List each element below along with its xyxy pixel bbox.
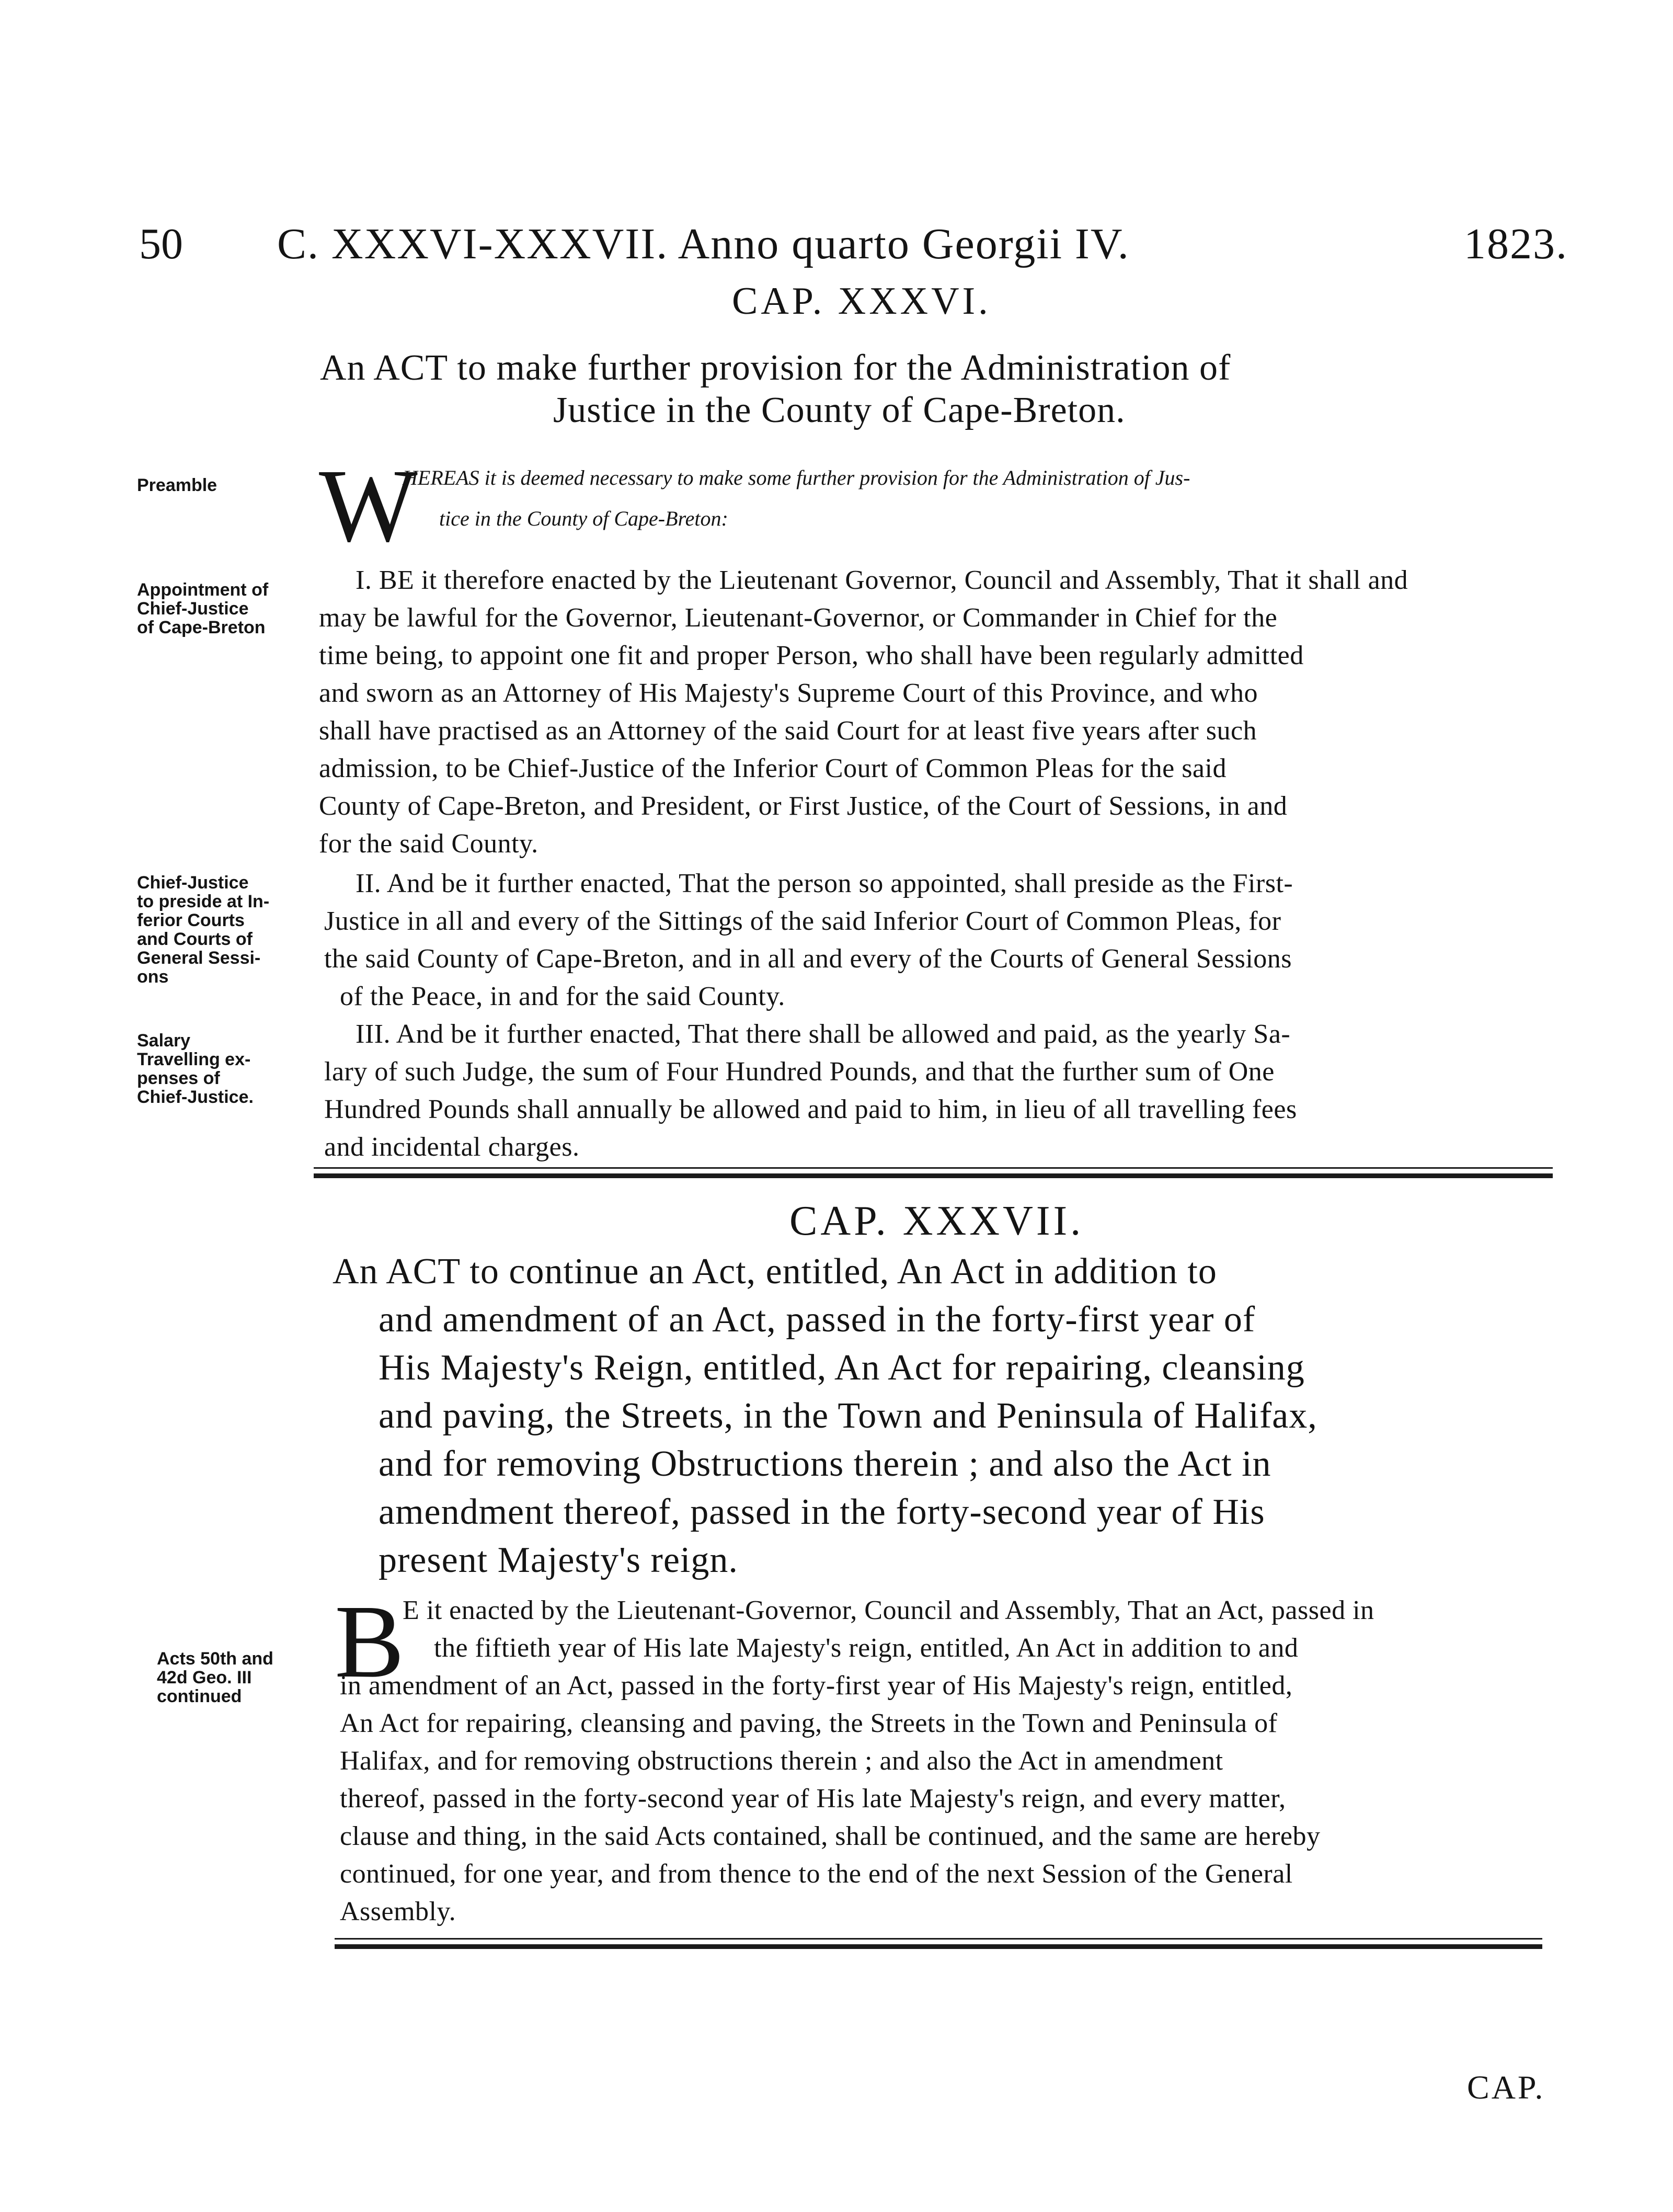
preamble-line: HEREAS it is deemed necessary to make some further provision for the Administration of Jus- [403, 466, 1190, 489]
section-1-line: admission, to be Chief-Justice of the Inferior Court of Common Pleas for the said [319, 754, 1227, 783]
section-2-line: the said County of Cape-Breton, and in all and every of the Courts of General Sessions [324, 944, 1292, 974]
section-1-line: shall have practised as an Attorney of the said Court for at least five years after such [319, 716, 1257, 746]
cap-37-heading: CAP. XXXVII. [789, 1198, 1084, 1244]
section-2-line: of the Peace, in and for the said County. [340, 982, 785, 1011]
cap-37-title-line: An ACT to continue an Act, entitled, An Act in addition to [333, 1251, 1217, 1292]
cap-37-body-line: Halifax, and for removing obstructions therein ; and also the Act in amendment [340, 1746, 1223, 1776]
running-head: C. XXXVI-XXXVII. Anno quarto Georgii IV. [277, 220, 1130, 268]
section-1-line: I. BE it therefore enacted by the Lieutenant Governor, Council and Assembly, That it shall and [356, 565, 1408, 595]
section-3-line: III. And be it further enacted, That there shall be allowed and paid, as the yearly Sa- [356, 1019, 1291, 1049]
section-3-line: Hundred Pounds shall annually be allowed and paid to him, in lieu of all travelling fees [324, 1094, 1297, 1124]
section-divider-thin [314, 1167, 1553, 1169]
cap-37-body-line: An Act for repairing, cleansing and paving, the Streets in the Town and Peninsula of [340, 1708, 1278, 1738]
section-2-line: II. And be it further enacted, That the person so appointed, shall preside as the First- [356, 869, 1293, 898]
cap-37-title-line: His Majesty's Reign, entitled, An Act for repairing, cleansing [379, 1348, 1305, 1388]
margin-note-preamble: Preamble [137, 475, 217, 495]
cap-37-title-line: present Majesty's reign. [379, 1540, 738, 1580]
bottom-divider-thick [335, 1944, 1542, 1949]
margin-note-salary: Salary Travelling ex- penses of Chief-Justice. [137, 1031, 254, 1107]
section-1-line: for the said County. [319, 829, 538, 859]
cap-36-title-line: An ACT to make further provision for the Administration of [320, 348, 1231, 388]
section-3-line: and incidental charges. [324, 1132, 580, 1162]
bottom-divider-thin [335, 1938, 1542, 1940]
section-2-line: Justice in all and every of the Sittings of the said Inferior Court of Common Pleas, for [324, 906, 1281, 936]
section-1-line: time being, to appoint one fit and proper Person, who shall have been regularly admitted [319, 641, 1304, 670]
cap-37-title-line: and amendment of an Act, passed in the forty-first year of [379, 1299, 1256, 1340]
margin-note-acts-continued: Acts 50th and 42d Geo. III continued [157, 1649, 273, 1706]
section-1-line: and sworn as an Attorney of His Majesty's Supreme Court of this Province, and who [319, 678, 1258, 708]
section-divider-thick [314, 1173, 1553, 1178]
preamble-dropcap: W [319, 448, 418, 564]
margin-note-chief-justice: Chief-Justice to preside at In- ferior Courts and Courts of General Sessi- ons [137, 873, 270, 987]
cap-37-title-line: and paving, the Streets, in the Town and Peninsula of Halifax, [379, 1396, 1317, 1436]
section-1-line: may be lawful for the Governor, Lieutenant-Governor, or Commander in Chief for the [319, 603, 1278, 633]
cap-37-title-line: and for removing Obstructions therein ; and also the Act in [379, 1444, 1271, 1484]
cap-37-body-line: continued, for one year, and from thence to the end of the next Session of the General [340, 1859, 1293, 1889]
page-number: 50 [139, 220, 183, 268]
section-1-line: County of Cape-Breton, and President, or First Justice, of the Court of Sessions, in and [319, 791, 1288, 821]
cap-37-body-line: E it enacted by the Lieutenant-Governor, Council and Assembly, That an Act, passed in [403, 1595, 1374, 1625]
preamble-line: tice in the County of Cape-Breton: [439, 507, 728, 530]
cap-37-body-line: the fiftieth year of His late Majesty's reign, entitled, An Act in addition to and [434, 1633, 1299, 1663]
section-3-line: lary of such Judge, the sum of Four Hundred Pounds, and that the further sum of One [324, 1057, 1275, 1087]
body-dropcap: B [335, 1584, 405, 1700]
cap-37-body-line: thereof, passed in the forty-second year of His late Majesty's reign, and every matter, [340, 1784, 1286, 1814]
cap-36-heading: CAP. XXXVI. [732, 280, 991, 323]
cap-37-title-line: amendment thereof, passed in the forty-second year of His [379, 1492, 1265, 1532]
cap-36-title-line: Justice in the County of Cape-Breton. [553, 390, 1126, 430]
cap-37-body-line: in amendment of an Act, passed in the forty-first year of His Majesty's reign, entitled, [340, 1671, 1293, 1701]
cap-37-body-line: clause and thing, in the said Acts contained, shall be continued, and the same are hereby [340, 1821, 1321, 1851]
running-year: 1823. [1464, 220, 1568, 268]
cap-37-body-line: Assembly. [340, 1897, 456, 1926]
margin-note-appointment: Appointment of Chief-Justice of Cape-Breton [137, 580, 269, 637]
catch-word: CAP. [1467, 2069, 1545, 2106]
